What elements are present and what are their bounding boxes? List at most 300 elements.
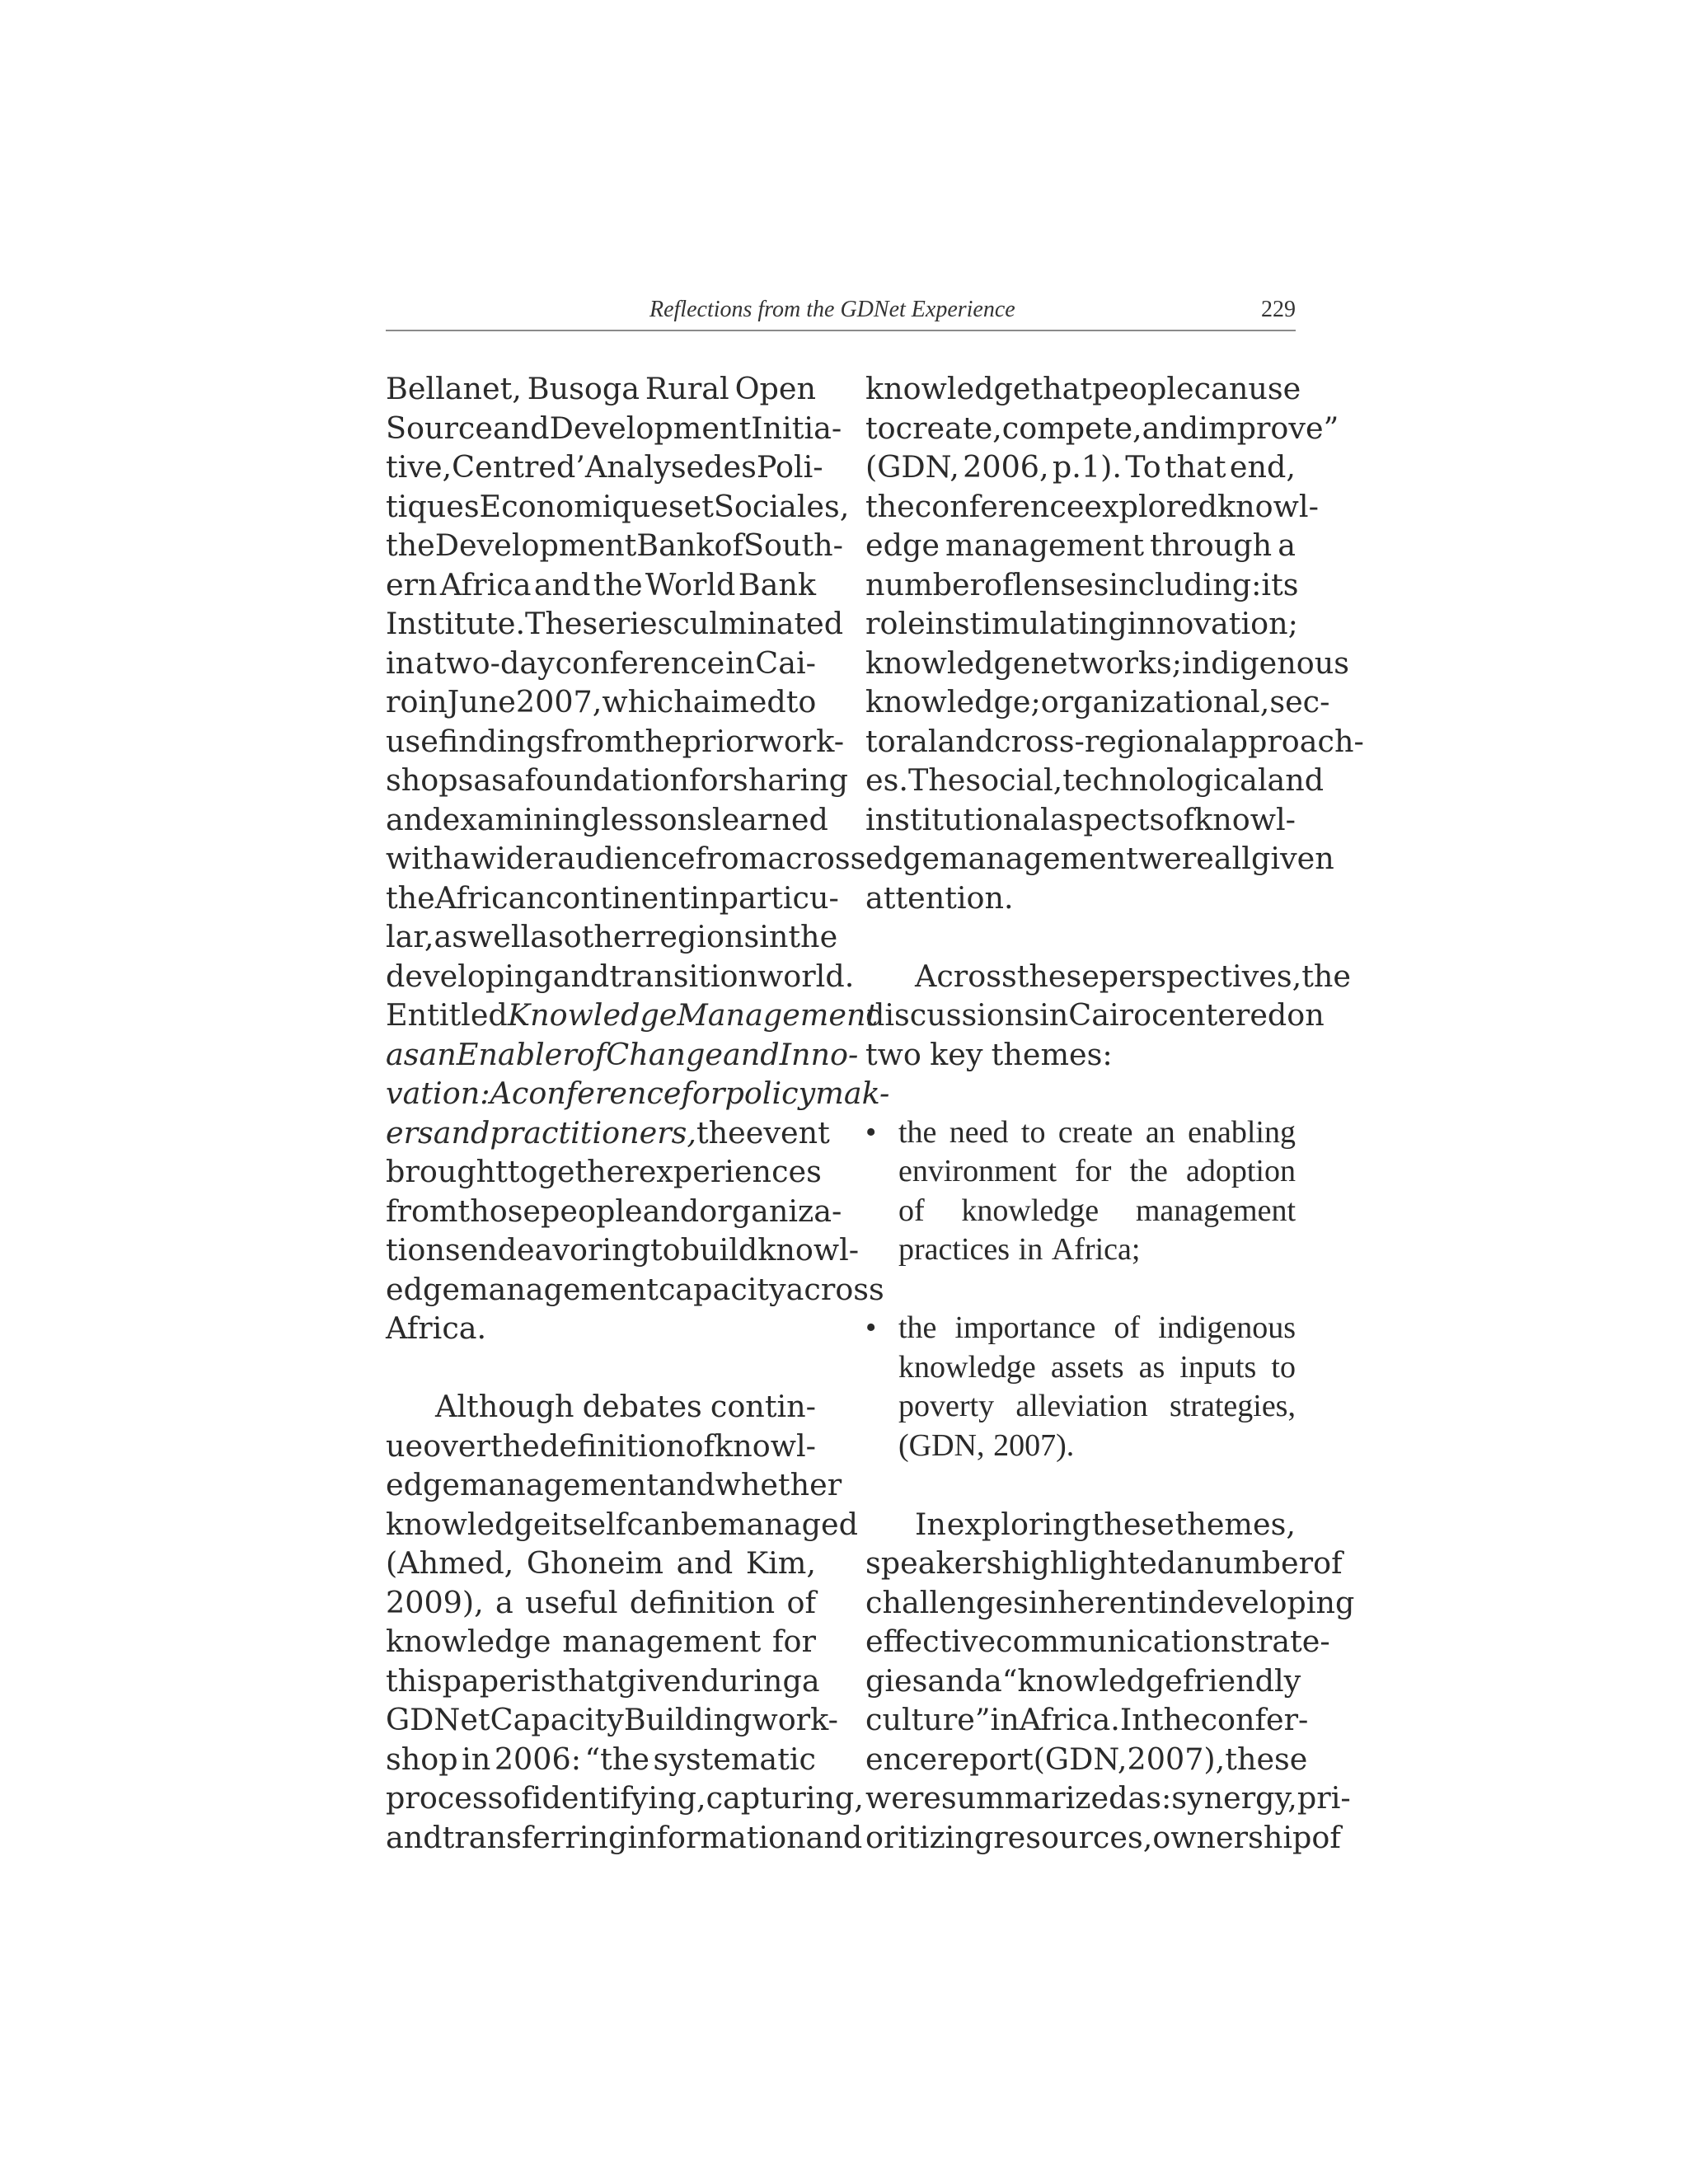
word: cross-regional bbox=[994, 723, 1211, 759]
text-line bbox=[898, 1427, 1296, 1466]
text-line bbox=[865, 682, 1330, 722]
word: an bbox=[1145, 1114, 1175, 1150]
word: which bbox=[602, 684, 693, 719]
word: 2009), bbox=[386, 1584, 484, 1620]
word: synergy, bbox=[1171, 1780, 1297, 1816]
word: debates bbox=[582, 1389, 702, 1424]
word: continent bbox=[545, 879, 691, 916]
word: social, bbox=[965, 762, 1063, 798]
word: the bbox=[593, 566, 643, 602]
word: as bbox=[530, 919, 564, 954]
word: regions bbox=[645, 919, 760, 954]
word: useful bbox=[525, 1584, 618, 1620]
text-line bbox=[386, 996, 879, 1035]
word: The bbox=[907, 762, 966, 798]
word: as bbox=[434, 919, 467, 954]
word: tive, bbox=[386, 449, 452, 485]
word: key bbox=[930, 1036, 983, 1072]
word: across bbox=[767, 841, 866, 876]
text-line bbox=[386, 839, 866, 879]
word: approach- bbox=[1210, 723, 1364, 759]
text-line bbox=[865, 996, 1325, 1035]
text-line bbox=[386, 565, 816, 605]
word: policymak- bbox=[724, 1076, 890, 1111]
word: Management bbox=[677, 997, 879, 1033]
word: compete, bbox=[1001, 410, 1142, 446]
word: pri- bbox=[1296, 1780, 1351, 1816]
word: Change bbox=[606, 1036, 723, 1072]
word: gies bbox=[865, 1662, 928, 1699]
word: systematic bbox=[653, 1741, 816, 1777]
word: the bbox=[788, 919, 838, 954]
word: capacity bbox=[658, 1271, 786, 1307]
word: Cai- bbox=[755, 644, 816, 681]
word: Africa. bbox=[386, 1310, 487, 1346]
word: Institute. bbox=[386, 606, 526, 641]
text-line bbox=[386, 1622, 816, 1661]
text-line bbox=[386, 917, 838, 957]
word: (Ahmed, bbox=[386, 1545, 514, 1581]
text-line bbox=[898, 1113, 1296, 1153]
word: ers bbox=[386, 1114, 434, 1151]
text-line bbox=[386, 1818, 863, 1858]
text-line bbox=[898, 1348, 1296, 1388]
word: Building bbox=[623, 1702, 753, 1737]
word: lessons bbox=[600, 801, 712, 837]
word: confer- bbox=[1200, 1702, 1309, 1737]
text-line bbox=[386, 1544, 816, 1583]
word: build bbox=[680, 1232, 758, 1268]
text-line bbox=[386, 1035, 859, 1075]
word: challenges bbox=[865, 1584, 1029, 1620]
word: well bbox=[467, 919, 531, 954]
word: use bbox=[1248, 371, 1301, 406]
word: people bbox=[1092, 371, 1194, 406]
word: in bbox=[925, 606, 954, 641]
word: June bbox=[447, 684, 516, 719]
word: ence bbox=[865, 1741, 938, 1777]
word: tiques bbox=[386, 488, 480, 524]
word: create, bbox=[895, 410, 1002, 446]
word: d’Analyse bbox=[556, 449, 705, 485]
word: this bbox=[386, 1662, 443, 1699]
word: an bbox=[419, 1036, 457, 1072]
text-line bbox=[386, 409, 842, 448]
word: to bbox=[1020, 1114, 1046, 1150]
word: given bbox=[1250, 841, 1334, 876]
bullet-list bbox=[865, 1113, 1296, 1505]
word: edge bbox=[865, 841, 940, 876]
word: experiences bbox=[638, 1154, 822, 1189]
word: Capacity bbox=[490, 1702, 624, 1737]
word: strategies, bbox=[1169, 1389, 1296, 1423]
word: definition bbox=[540, 1427, 686, 1464]
word: and bbox=[533, 566, 591, 602]
text-line bbox=[386, 957, 855, 996]
word: is bbox=[531, 1662, 556, 1699]
word: of bbox=[503, 1780, 532, 1816]
word: as: bbox=[1128, 1780, 1172, 1816]
word: perspectives, bbox=[1099, 958, 1302, 994]
word: Development bbox=[549, 410, 752, 446]
text-line bbox=[386, 1700, 838, 1740]
word: report bbox=[937, 1741, 1034, 1777]
word: knowledge bbox=[898, 1349, 1036, 1385]
word: a bbox=[1278, 527, 1296, 563]
word: given bbox=[617, 1662, 701, 1699]
word: Across bbox=[915, 958, 1017, 994]
text-line bbox=[898, 1309, 1296, 1348]
paragraph-break bbox=[865, 1074, 1296, 1113]
word: as bbox=[386, 1036, 420, 1072]
word: conference bbox=[914, 488, 1085, 524]
text-line bbox=[865, 957, 1352, 996]
word: be bbox=[681, 1506, 718, 1542]
word: World bbox=[645, 566, 736, 602]
text-line bbox=[386, 1505, 858, 1544]
word: organiza- bbox=[699, 1193, 842, 1229]
word: in bbox=[990, 1702, 1020, 1737]
word: from bbox=[386, 1193, 458, 1229]
word: and bbox=[1142, 410, 1199, 446]
word: and bbox=[1267, 762, 1325, 798]
word: in bbox=[1018, 1232, 1043, 1267]
word: shop bbox=[386, 1741, 458, 1777]
word: a bbox=[415, 644, 434, 681]
right-column-body-bottom bbox=[865, 1505, 1355, 1858]
word: the bbox=[490, 1427, 540, 1464]
word: knowledge bbox=[386, 1506, 551, 1542]
word: summarized bbox=[940, 1780, 1128, 1816]
word: as bbox=[473, 762, 507, 798]
word: indigenous bbox=[1158, 1310, 1296, 1345]
text-line bbox=[386, 1740, 816, 1779]
text-line bbox=[865, 1544, 1343, 1583]
word: The bbox=[525, 606, 583, 641]
text-line bbox=[865, 644, 1349, 683]
word: in bbox=[1039, 997, 1069, 1033]
word: Knowledge bbox=[507, 997, 678, 1033]
word: practices bbox=[898, 1232, 1010, 1267]
word: knowl- bbox=[1194, 801, 1296, 837]
word: its bbox=[1261, 566, 1299, 602]
text-line bbox=[386, 1583, 816, 1623]
word: were bbox=[865, 1780, 941, 1816]
word: Enabler bbox=[456, 1036, 577, 1072]
word: knowledge bbox=[386, 1624, 551, 1659]
word: role bbox=[865, 606, 926, 641]
word: of bbox=[898, 1193, 925, 1228]
paragraph-break bbox=[865, 1465, 1296, 1505]
word: effective bbox=[865, 1624, 996, 1659]
word: of bbox=[786, 1584, 816, 1620]
text-line bbox=[865, 761, 1325, 800]
word: on bbox=[1287, 997, 1325, 1033]
word: knowledge bbox=[865, 644, 1031, 681]
word: (GDN, bbox=[865, 449, 959, 485]
text-line bbox=[865, 1661, 1301, 1701]
word: two bbox=[865, 1036, 921, 1072]
word: contin- bbox=[710, 1389, 816, 1424]
word: Although bbox=[435, 1389, 574, 1424]
word: work- bbox=[752, 1702, 838, 1737]
word: and bbox=[805, 1819, 863, 1855]
word: event bbox=[745, 1114, 830, 1151]
word: developing bbox=[386, 958, 553, 994]
word: to bbox=[865, 410, 896, 446]
word: Poli- bbox=[756, 449, 823, 485]
word: of bbox=[1165, 801, 1194, 837]
word: shops bbox=[386, 762, 474, 798]
word: speakers bbox=[865, 1545, 1002, 1581]
word: Bank bbox=[738, 566, 816, 602]
paragraph-break bbox=[386, 1348, 816, 1388]
text-line bbox=[386, 761, 848, 800]
word: other bbox=[563, 919, 645, 954]
text-line bbox=[386, 1270, 884, 1310]
word: ern bbox=[386, 566, 438, 602]
word: discussions bbox=[865, 997, 1040, 1033]
word: Inno- bbox=[779, 1036, 859, 1072]
text-line bbox=[386, 369, 816, 409]
word: Rural bbox=[645, 371, 729, 406]
text-line bbox=[865, 1818, 1341, 1858]
word: and bbox=[927, 1662, 985, 1699]
word: in bbox=[725, 644, 755, 681]
word: explored bbox=[1084, 488, 1218, 524]
text-line bbox=[898, 1192, 1296, 1231]
word: that bbox=[1030, 371, 1093, 406]
word: managed bbox=[718, 1506, 858, 1542]
text-line bbox=[386, 526, 843, 565]
word: Africa. bbox=[1019, 1702, 1120, 1737]
text-line bbox=[386, 1192, 842, 1231]
word: management bbox=[459, 1271, 659, 1307]
word: across bbox=[785, 1271, 884, 1307]
word: the bbox=[632, 723, 682, 759]
word: endeavoring bbox=[460, 1232, 650, 1268]
word: Africa; bbox=[1051, 1232, 1141, 1267]
word: des bbox=[704, 449, 757, 485]
word: “knowledge bbox=[1001, 1662, 1183, 1699]
text-line bbox=[386, 722, 845, 762]
word: identifying, bbox=[532, 1780, 706, 1816]
word: information bbox=[627, 1819, 806, 1855]
word: in bbox=[418, 684, 448, 719]
word: of bbox=[1311, 1819, 1341, 1855]
word: conference bbox=[555, 644, 725, 681]
word: environment bbox=[898, 1154, 1057, 1188]
word: vation: bbox=[386, 1076, 490, 1111]
text-line bbox=[865, 1583, 1355, 1623]
word: themes, bbox=[1175, 1506, 1296, 1542]
word: Bellanet, bbox=[386, 371, 522, 406]
word: examining bbox=[442, 801, 601, 837]
word: Initia- bbox=[751, 410, 842, 446]
word: conference bbox=[511, 1076, 682, 1111]
paragraph-break bbox=[865, 1270, 1296, 1310]
word: in bbox=[1158, 1584, 1188, 1620]
text-line bbox=[865, 526, 1296, 565]
word: two-day bbox=[434, 644, 555, 681]
text-line bbox=[386, 682, 816, 722]
word: world. bbox=[757, 958, 855, 994]
word: edge bbox=[386, 1271, 460, 1307]
word: Open bbox=[734, 371, 816, 406]
text-line bbox=[865, 800, 1296, 840]
word: of bbox=[984, 566, 1014, 602]
word: knowledge bbox=[865, 371, 1031, 406]
running-head bbox=[386, 293, 1296, 331]
word: ue bbox=[386, 1427, 424, 1464]
word: the bbox=[696, 1114, 746, 1151]
word: of bbox=[1313, 1545, 1343, 1581]
word: brought bbox=[386, 1154, 508, 1189]
word: knowl- bbox=[757, 1232, 860, 1268]
word: management bbox=[945, 527, 1145, 563]
word: toral bbox=[865, 723, 938, 759]
text-line bbox=[386, 879, 839, 918]
word: over bbox=[423, 1427, 490, 1464]
word: centered bbox=[1151, 997, 1287, 1033]
word: exploring bbox=[946, 1506, 1091, 1542]
word: to bbox=[650, 1232, 681, 1268]
word: prior bbox=[682, 723, 758, 759]
word: inherent bbox=[1028, 1584, 1159, 1620]
word: indigenous bbox=[1182, 644, 1349, 681]
text-line bbox=[898, 1152, 1296, 1192]
word: all bbox=[1213, 841, 1251, 876]
word: culminated bbox=[673, 606, 844, 641]
word: friendly bbox=[1182, 1662, 1301, 1699]
word: institutional bbox=[865, 801, 1050, 837]
text-line bbox=[386, 1309, 816, 1348]
word: sec- bbox=[1269, 684, 1330, 719]
word: Entitled bbox=[386, 997, 508, 1033]
word: tions bbox=[386, 1232, 461, 1268]
word: process bbox=[386, 1780, 504, 1816]
word: communication bbox=[996, 1624, 1231, 1659]
word: enabling bbox=[1188, 1114, 1296, 1150]
word: for bbox=[772, 1624, 816, 1659]
text-line bbox=[386, 604, 844, 644]
word: the bbox=[1151, 1702, 1201, 1737]
word: 2006, bbox=[963, 449, 1049, 485]
text-line bbox=[865, 1035, 1296, 1075]
word: series bbox=[582, 606, 673, 641]
word: as bbox=[1138, 1349, 1165, 1385]
word: management bbox=[459, 1467, 659, 1502]
word: and bbox=[676, 1545, 734, 1581]
word: learned bbox=[711, 801, 828, 837]
text-line bbox=[386, 1113, 830, 1153]
bullet-item bbox=[865, 1113, 1296, 1270]
word: Sociales, bbox=[713, 488, 850, 524]
word: and bbox=[386, 1819, 443, 1855]
word: wider bbox=[470, 841, 558, 876]
text-line bbox=[386, 487, 850, 527]
word: 2007), bbox=[1127, 1741, 1226, 1777]
word: knowledge bbox=[961, 1193, 1100, 1228]
text-line bbox=[865, 1700, 1309, 1740]
word: sharing bbox=[732, 762, 848, 798]
word: the bbox=[1129, 1154, 1168, 1188]
word: lenses bbox=[1013, 566, 1109, 602]
word: end, bbox=[1229, 449, 1296, 485]
bullet-item bbox=[865, 1309, 1296, 1465]
word: foundation bbox=[524, 762, 690, 798]
word: poverty bbox=[898, 1389, 995, 1423]
text-line bbox=[865, 369, 1301, 409]
text-line bbox=[898, 1230, 1296, 1270]
word: from bbox=[695, 841, 768, 876]
word: transferring bbox=[442, 1819, 628, 1855]
bullet-icon: • bbox=[865, 1310, 877, 1345]
text-line bbox=[865, 1779, 1351, 1818]
word: to bbox=[785, 684, 817, 719]
word: the bbox=[898, 1114, 937, 1150]
right-column-body-top bbox=[865, 369, 1364, 1113]
text-line bbox=[386, 1427, 816, 1466]
text-line bbox=[865, 565, 1299, 605]
word: and bbox=[552, 958, 610, 994]
word: including: bbox=[1109, 566, 1262, 602]
word: and bbox=[492, 410, 550, 446]
word: in bbox=[759, 919, 789, 954]
word: a bbox=[495, 1584, 513, 1620]
text-line bbox=[386, 1465, 842, 1505]
word: Source bbox=[386, 410, 493, 446]
word: audience bbox=[557, 841, 696, 876]
word: whether bbox=[715, 1467, 842, 1502]
text-line bbox=[386, 448, 823, 487]
word: (GDN, bbox=[1033, 1741, 1128, 1777]
word: developing bbox=[1187, 1584, 1355, 1620]
word: attention. bbox=[865, 879, 1014, 916]
word: Economiques bbox=[479, 488, 684, 524]
word: management bbox=[939, 841, 1138, 876]
word: p.1). bbox=[1052, 449, 1122, 485]
word: these bbox=[1225, 1741, 1308, 1777]
word: and bbox=[722, 1036, 780, 1072]
word: of bbox=[714, 527, 743, 563]
word: culture” bbox=[865, 1702, 991, 1737]
word: transition bbox=[609, 958, 758, 994]
word: knowl- bbox=[715, 1427, 816, 1464]
word: ro bbox=[386, 684, 419, 719]
word: In bbox=[1119, 1702, 1151, 1737]
word: alleviation bbox=[1015, 1389, 1148, 1423]
word: 2007, bbox=[515, 684, 603, 719]
word: edge bbox=[865, 527, 940, 563]
word: stimulating bbox=[954, 606, 1128, 641]
word: the bbox=[386, 879, 435, 916]
word: and bbox=[658, 1467, 715, 1502]
text-line bbox=[865, 1740, 1308, 1779]
word: for bbox=[1075, 1154, 1112, 1188]
word: with bbox=[386, 841, 453, 876]
word: the bbox=[386, 527, 435, 563]
word: can bbox=[1193, 371, 1249, 406]
word: In bbox=[915, 1506, 946, 1542]
word: create bbox=[1057, 1114, 1133, 1150]
word: paper bbox=[442, 1662, 532, 1699]
word: 2007). bbox=[993, 1427, 1075, 1463]
word: knowl- bbox=[1217, 488, 1319, 524]
word: a bbox=[452, 841, 471, 876]
word: the bbox=[1301, 958, 1352, 994]
word: South- bbox=[743, 527, 843, 563]
